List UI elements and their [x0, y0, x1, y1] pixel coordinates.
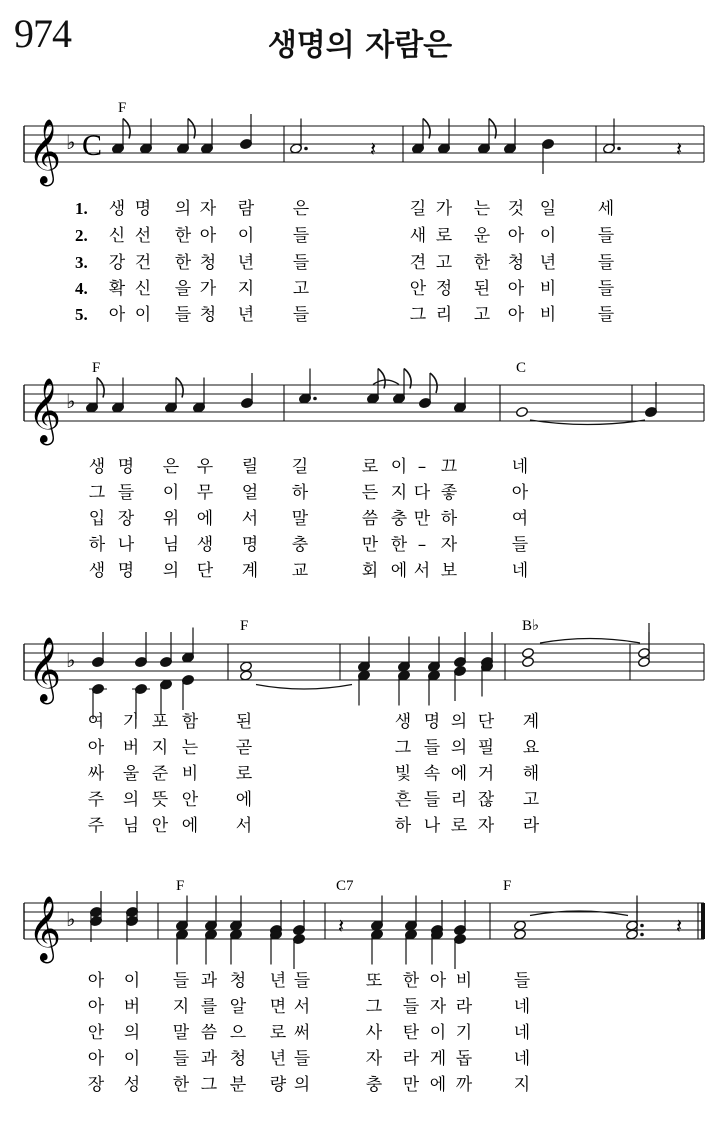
lyric-syllable: – — [417, 457, 427, 477]
lyric-syllable: 무 — [196, 483, 214, 503]
final-barline-thick — [701, 903, 705, 939]
lyric-syllable: 단 — [477, 712, 495, 732]
lyric-syllable: 끄 — [440, 457, 458, 477]
lyric-syllable: 단 — [196, 561, 214, 581]
lyric-syllable: 들 — [172, 971, 190, 991]
lyric-syllable: 든 — [361, 483, 379, 503]
hymn-number: 974 — [14, 11, 71, 56]
lyric-syllable: 하 — [88, 535, 106, 555]
treble-clef-icon: 𝄞 — [28, 378, 62, 443]
lyric-syllable: 주 — [87, 790, 105, 810]
lyric-syllable: 해 — [522, 764, 540, 784]
lyric-syllable: 에 — [429, 1075, 447, 1095]
lyric-syllable: 하 — [291, 483, 309, 503]
lyric-syllable: 그 — [365, 997, 383, 1017]
lyric-syllable: 여 — [511, 509, 529, 529]
lyric-syllable: 명 — [241, 535, 259, 555]
lyric-syllable: 들 — [293, 1049, 311, 1069]
lyric-syllable: 비 — [455, 971, 473, 991]
lyric-syllable: 리 — [435, 305, 453, 325]
lyric-syllable: 비 — [539, 305, 557, 325]
lyric-syllable: 버 — [122, 738, 140, 758]
verse-number: 1. — [75, 199, 88, 218]
lyric-syllable: 운 — [473, 226, 491, 246]
lyric-syllable: 한 — [402, 971, 420, 991]
chord-symbol: C7 — [336, 878, 354, 894]
lyric-syllable: 의 — [123, 1023, 141, 1043]
lyric-syllable: 장 — [117, 509, 135, 529]
lyric-syllable: 라 — [402, 1049, 420, 1069]
lyric-syllable: 한 — [390, 535, 408, 555]
lyric-syllable: 네 — [513, 1023, 531, 1043]
lyric-syllable: 장 — [87, 1075, 105, 1095]
lyric-syllable: 하 — [440, 509, 458, 529]
lyric-syllable: 비 — [539, 279, 557, 299]
chord-symbol: F — [118, 100, 127, 116]
lyric-syllable: 된 — [235, 712, 253, 732]
lyric-syllable: 과 — [200, 1049, 218, 1069]
lyric-syllable: 그 — [394, 738, 412, 758]
lyric-syllable: 년 — [237, 253, 255, 273]
note-head — [514, 929, 527, 940]
lyric-syllable: 지 — [390, 483, 408, 503]
lyric-syllable: 회 — [361, 561, 379, 581]
lyric-syllable: 성 — [123, 1075, 141, 1095]
lyric-syllable: 신 — [108, 226, 126, 246]
lyric-syllable: 생 — [394, 712, 412, 732]
lyric-syllable: 릴 — [241, 457, 259, 477]
lyric-syllable: 한 — [473, 253, 491, 273]
lyric-syllable: 필 — [477, 738, 495, 758]
lyric-syllable: 길 — [409, 199, 427, 219]
lyric-syllable: 들 — [511, 535, 529, 555]
flat-key-signature-icon: ♭ — [66, 130, 76, 154]
lyric-syllable: 선 — [134, 226, 152, 246]
lyric-syllable: 이 — [123, 1049, 141, 1069]
lyric-syllable: 아 — [87, 971, 105, 991]
dot — [313, 397, 317, 401]
lyric-syllable: 보 — [440, 561, 458, 581]
flat-key-signature-icon: ♭ — [66, 648, 76, 672]
lyric-syllable: 좋 — [440, 483, 458, 503]
treble-clef-icon: 𝄞 — [28, 119, 62, 184]
lyric-syllable: 네 — [513, 1049, 531, 1069]
lyric-syllable: 건 — [134, 253, 152, 273]
note-head — [240, 670, 253, 681]
lyric-syllable: 싸 — [87, 764, 105, 784]
lyric-syllable: 네 — [511, 561, 529, 581]
lyric-syllable: 씀 — [361, 509, 379, 529]
lyric-syllable: 아 — [429, 971, 447, 991]
lyric-syllable: 이 — [429, 1023, 447, 1043]
lyric-syllable: 의 — [122, 790, 140, 810]
lyric-syllable: 비 — [181, 764, 199, 784]
lyric-syllable: 아 — [507, 226, 525, 246]
staff-system-3 — [24, 623, 704, 719]
flat-key-signature-icon: ♭ — [66, 389, 76, 413]
lyric-syllable: 네 — [513, 997, 531, 1017]
lyric-syllable: 만 — [361, 535, 379, 555]
lyric-syllable: 기 — [122, 712, 140, 732]
lyric-syllable: 그 — [200, 1075, 218, 1095]
lyric-syllable: 지 — [513, 1075, 531, 1095]
lyric-syllable: 만 — [402, 1075, 420, 1095]
lyric-syllable: 에 — [450, 764, 468, 784]
lyric-syllable: 요 — [522, 738, 540, 758]
lyric-syllable: 충 — [390, 509, 408, 529]
lyric-syllable: 속 — [423, 764, 441, 784]
lyric-syllable: 는 — [473, 199, 491, 219]
chord-symbol: F — [176, 878, 185, 894]
verse-number: 2. — [75, 226, 88, 245]
lyric-syllable: 서 — [241, 509, 259, 529]
note-head — [516, 406, 529, 417]
lyric-syllable: 기 — [455, 1023, 473, 1043]
lyric-syllable: 의 — [450, 712, 468, 732]
lyric-syllable: 계 — [241, 561, 259, 581]
note-head — [514, 920, 527, 931]
lyric-syllable: 로 — [361, 457, 379, 477]
lyric-syllable: 청 — [199, 253, 217, 273]
lyric-syllable: 그 — [88, 483, 106, 503]
lyric-syllable: 안 — [409, 279, 427, 299]
verse-number: 3. — [75, 253, 88, 272]
lyric-syllable: 들 — [597, 305, 615, 325]
treble-clef-icon: 𝄞 — [28, 637, 62, 702]
chord-symbol: C — [516, 360, 527, 376]
lyric-syllable: 라 — [455, 997, 473, 1017]
lyric-syllable: 만 — [413, 509, 431, 529]
lyric-syllable: 들 — [293, 971, 311, 991]
note-head — [522, 656, 535, 667]
lyric-syllable: 청 — [199, 305, 217, 325]
lyric-syllable: 청 — [229, 971, 247, 991]
lyric-syllable: 주 — [87, 816, 105, 836]
lyric-syllable: 생 — [108, 199, 126, 219]
lyric-syllable: 새 — [409, 226, 427, 246]
lyric-syllable: 말 — [172, 1023, 190, 1043]
lyric-syllable: 은 — [162, 457, 180, 477]
lyric-syllable: 버 — [123, 997, 141, 1017]
lyric-syllable: 다 — [413, 483, 431, 503]
lyric-syllable: 은 — [292, 199, 310, 219]
tie — [256, 685, 352, 690]
lyric-syllable: 청 — [229, 1049, 247, 1069]
lyric-syllable: 명 — [117, 561, 135, 581]
lyric-syllable: 자 — [199, 199, 217, 219]
lyric-syllable: 청 — [507, 253, 525, 273]
lyric-syllable: 명 — [117, 457, 135, 477]
lyric-syllable: 흔 — [394, 790, 412, 810]
lyric-syllable: 가 — [199, 279, 217, 299]
lyric-syllable: 얼 — [241, 483, 259, 503]
lyric-syllable: 람 — [237, 199, 255, 219]
lyric-syllable: 들 — [174, 305, 192, 325]
lyric-syllable: 면 — [269, 997, 287, 1017]
lyric-syllable: 년 — [269, 1049, 287, 1069]
lyric-syllable: 년 — [237, 305, 255, 325]
lyric-syllable: 들 — [423, 790, 441, 810]
lyric-syllable: 서 — [235, 816, 253, 836]
lyric-syllable: 한 — [174, 253, 192, 273]
lyric-syllable: 이 — [390, 457, 408, 477]
lyric-syllable: 가 — [435, 199, 453, 219]
lyric-syllable: 된 — [473, 279, 491, 299]
lyric-syllable: 함 — [181, 712, 199, 732]
staff-system-4 — [24, 891, 705, 969]
lyric-syllable: 그 — [409, 305, 427, 325]
lyric-syllable: 분 — [229, 1075, 247, 1095]
lyric-syllable: 의 — [162, 561, 180, 581]
lyric-syllable: 에 — [196, 509, 214, 529]
lyric-syllable: 을 — [174, 279, 192, 299]
lyric-syllable: 님 — [122, 816, 140, 836]
lyric-syllable: 이 — [123, 971, 141, 991]
lyric-syllable: 들 — [172, 1049, 190, 1069]
chord-symbol: B♭ — [522, 618, 540, 634]
lyric-syllable: 울 — [122, 764, 140, 784]
lyric-syllable: 확 — [108, 279, 126, 299]
lyric-syllable: 강 — [108, 253, 126, 273]
lyric-syllable: 에 — [235, 790, 253, 810]
lyric-syllable: 고 — [473, 305, 491, 325]
lyric-syllable: 들 — [292, 253, 310, 273]
lyric-syllable: 지 — [172, 997, 190, 1017]
lyric-syllable: 나 — [117, 535, 135, 555]
hymn-title: 생명의 자람은 — [267, 28, 453, 63]
lyric-syllable: 탄 — [402, 1023, 420, 1043]
lyric-syllable: 잖 — [477, 790, 495, 810]
lyric-syllable: 세 — [597, 199, 615, 219]
lyric-syllable: 안 — [87, 1023, 105, 1043]
lyric-syllable: 말 — [291, 509, 309, 529]
lyric-syllable: 아 — [87, 1049, 105, 1069]
lyric-syllable: 생 — [196, 535, 214, 555]
lyric-syllable: 자 — [477, 816, 495, 836]
lyric-syllable: 생 — [88, 561, 106, 581]
lyric-syllable: 충 — [365, 1075, 383, 1095]
lyric-syllable: 포 — [151, 712, 169, 732]
lyric-syllable: 신 — [134, 279, 152, 299]
lyric-syllable: 들 — [597, 226, 615, 246]
lyric-syllable: 안 — [181, 790, 199, 810]
lyric-syllable: 는 — [181, 738, 199, 758]
tie — [373, 380, 399, 385]
lyric-syllable: 아 — [108, 305, 126, 325]
quarter-rest-icon: 𝄽 — [338, 914, 345, 938]
lyric-syllable: 곧 — [235, 738, 253, 758]
lyric-syllable: 들 — [513, 971, 531, 991]
lyric-syllable: 써 — [293, 1023, 311, 1043]
lyric-syllable: 리 — [450, 790, 468, 810]
lyric-syllable: 들 — [597, 279, 615, 299]
lyric-syllable: 우 — [196, 457, 214, 477]
lyric-syllable: 또 — [365, 971, 383, 991]
lyric-syllable: 자 — [429, 997, 447, 1017]
lyric-syllable: 나 — [423, 816, 441, 836]
lyric-syllable: 량 — [269, 1075, 287, 1095]
lyric-syllable: 로 — [435, 226, 453, 246]
lyric-syllable: 일 — [539, 199, 557, 219]
lyric-syllable: 씀 — [200, 1023, 218, 1043]
lyric-syllable: 의 — [293, 1075, 311, 1095]
lyric-syllable: 이 — [539, 226, 557, 246]
chord-symbol: F — [92, 360, 101, 376]
lyric-syllable: 길 — [291, 457, 309, 477]
lyric-syllable: 뜻 — [151, 790, 169, 810]
lyric-syllable: 명 — [423, 712, 441, 732]
lyric-syllable: 계 — [522, 712, 540, 732]
lyric-syllable: 의 — [450, 738, 468, 758]
lyric-syllable: 들 — [117, 483, 135, 503]
lyric-syllable: 라 — [522, 816, 540, 836]
lyric-syllable: 년 — [539, 253, 557, 273]
lyric-syllable: 들 — [597, 253, 615, 273]
note-head — [522, 647, 535, 658]
lyric-syllable: 안 — [151, 816, 169, 836]
lyric-syllable: 고 — [522, 790, 540, 810]
lyric-syllable: 년 — [269, 971, 287, 991]
lyric-syllable: 과 — [200, 971, 218, 991]
dot — [304, 147, 308, 151]
lyric-syllable: 고 — [435, 253, 453, 273]
staff-system-1 — [24, 114, 704, 186]
dot — [640, 924, 644, 928]
quarter-rest-icon: 𝄽 — [370, 137, 377, 161]
lyric-syllable: 네 — [511, 457, 529, 477]
lyric-syllable: 돕 — [455, 1049, 473, 1069]
dot — [617, 147, 621, 151]
lyric-syllable: 으 — [229, 1023, 247, 1043]
lyric-syllable: 아 — [511, 483, 529, 503]
lyric-syllable: 로 — [450, 816, 468, 836]
lyric-syllable: 로 — [269, 1023, 287, 1043]
lyric-syllable: 지 — [237, 279, 255, 299]
lyric-syllable: 게 — [429, 1049, 447, 1069]
lyric-syllable: 들 — [423, 738, 441, 758]
dot — [640, 933, 644, 937]
lyric-syllable: 견 — [409, 253, 427, 273]
lyric-syllable: 여 — [87, 712, 105, 732]
lyric-syllable: 로 — [235, 764, 253, 784]
lyric-syllable: 사 — [365, 1023, 383, 1043]
lyric-syllable: 를 — [200, 997, 218, 1017]
chord-symbol: F — [240, 618, 249, 634]
chord-symbol: F — [503, 878, 512, 894]
lyric-syllable: 지 — [151, 738, 169, 758]
quarter-rest-icon: 𝄽 — [676, 914, 683, 938]
note-head — [240, 661, 253, 672]
lyric-syllable: 이 — [134, 305, 152, 325]
lyric-syllable: 정 — [435, 279, 453, 299]
quarter-rest-icon: 𝄽 — [676, 137, 683, 161]
lyric-syllable: 들 — [292, 226, 310, 246]
lyric-syllable: 들 — [292, 305, 310, 325]
lyric-syllable: 거 — [477, 764, 495, 784]
lyric-syllable: – — [417, 535, 427, 555]
lyric-syllable: 에 — [390, 561, 408, 581]
lyric-syllable: 빛 — [394, 764, 412, 784]
lyric-syllable: 한 — [172, 1075, 190, 1095]
note-flag — [430, 373, 437, 393]
lyric-syllable: 님 — [162, 535, 180, 555]
common-time-signature: C — [82, 129, 103, 162]
verse-number: 4. — [75, 279, 88, 298]
lyric-syllable: 한 — [174, 226, 192, 246]
lyric-syllable: 이 — [237, 226, 255, 246]
lyric-syllable: 의 — [174, 199, 192, 219]
tie — [540, 639, 640, 644]
lyric-syllable: 아 — [199, 226, 217, 246]
verse-number: 5. — [75, 305, 88, 324]
lyric-syllable: 들 — [402, 997, 420, 1017]
lyric-syllable: 에 — [181, 816, 199, 836]
lyric-syllable: 까 — [455, 1075, 473, 1095]
lyric-syllable: 자 — [440, 535, 458, 555]
lyric-syllable: 아 — [87, 738, 105, 758]
lyric-syllable: 서 — [293, 997, 311, 1017]
lyric-syllable: 아 — [87, 997, 105, 1017]
lyric-syllable: 하 — [394, 816, 412, 836]
flat-key-signature-icon: ♭ — [66, 907, 76, 931]
lyric-syllable: 교 — [291, 561, 309, 581]
lyric-syllable: 위 — [162, 509, 180, 529]
staff-system-2 — [24, 369, 704, 446]
lyric-syllable: 아 — [507, 279, 525, 299]
lyric-syllable: 이 — [162, 483, 180, 503]
lyric-syllable: 고 — [292, 279, 310, 299]
lyric-syllable: 준 — [151, 764, 169, 784]
lyric-syllable: 서 — [413, 561, 431, 581]
lyric-syllable: 충 — [291, 535, 309, 555]
lyric-syllable: 아 — [507, 305, 525, 325]
lyric-syllable: 것 — [507, 199, 525, 219]
lyric-syllable: 입 — [88, 509, 106, 529]
lyric-syllable: 명 — [134, 199, 152, 219]
lyric-syllable: 생 — [88, 457, 106, 477]
lyric-syllable: 자 — [365, 1049, 383, 1069]
lyric-syllable: 알 — [229, 997, 247, 1017]
treble-clef-icon: 𝄞 — [28, 896, 62, 961]
